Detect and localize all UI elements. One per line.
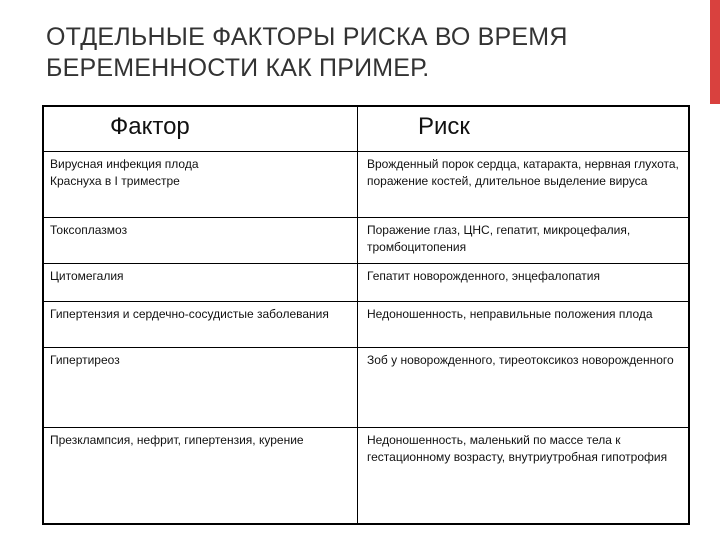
risk-cell: Гепатит новорожденного, энцефалопатия [357, 264, 688, 301]
table-row [44, 427, 688, 523]
table-row [44, 151, 688, 217]
slide-title [46, 22, 686, 84]
table-row [44, 263, 688, 301]
table-row [44, 347, 688, 427]
factor-cell: Презклампсия, нефрит, гипертензия, курение [50, 433, 304, 447]
factor-cell: Токсоплазмоз [50, 223, 128, 237]
risk-cell: Недоношенность, неправильные положения плода [357, 302, 688, 347]
table-row [44, 217, 688, 263]
factor-cell: Гипертиреоз [50, 353, 120, 367]
header-risk: Риск [357, 107, 688, 151]
risk-cell: Недоношенность, маленький по массе тела к гестационному возрасту, внутриутробная гипотрофия [357, 428, 688, 523]
table-row [44, 301, 688, 347]
header-factor: Фактор [110, 113, 190, 140]
factor-cell: Вирусная инфекция плода Краснуха в I триместре [50, 157, 199, 188]
accent-bar [710, 0, 720, 104]
factor-cell: Цитомегалия [50, 269, 124, 283]
risk-cell: Врожденный порок сердца, катаракта, нервная глухота, поражение костей, длительное выделение вируса [357, 152, 688, 217]
table-header-row [44, 107, 688, 151]
slide-title-line-1: ОТДЕЛЬНЫЕ ФАКТОРЫ РИСКА ВО ВРЕМЯ [46, 23, 568, 51]
risk-factors-table [42, 105, 690, 525]
risk-cell: Поражение глаз, ЦНС, гепатит, микроцефалия, тромбоцитопения [357, 218, 688, 263]
risk-cell: Зоб у новорожденного, тиреотоксикоз новорожденного [357, 348, 688, 427]
factor-cell: Гипертензия и сердечно-сосудистые заболевания [50, 307, 329, 321]
slide-title-line-2: БЕРЕМЕННОСТИ КАК ПРИМЕР. [46, 54, 430, 82]
